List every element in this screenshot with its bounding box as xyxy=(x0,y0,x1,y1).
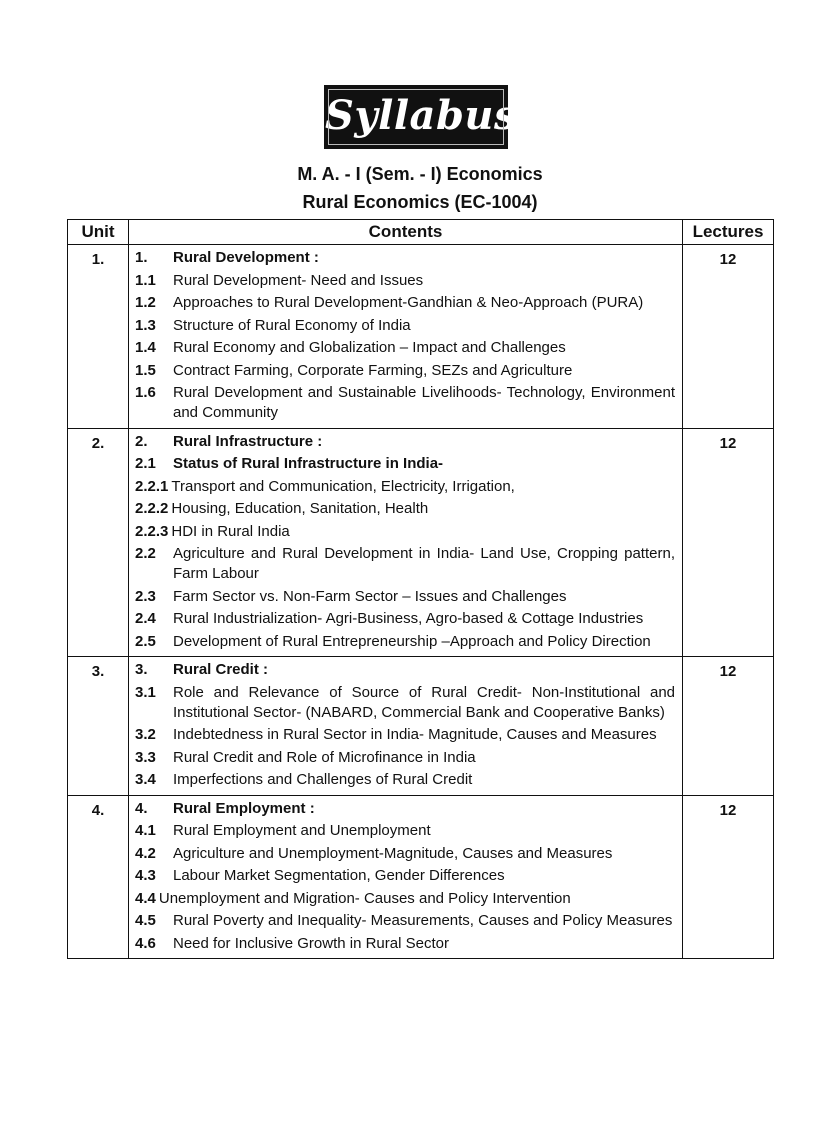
topic-number: 4.2 xyxy=(135,844,156,862)
lecture-count: 12 xyxy=(683,245,774,429)
topic-text: Housing, Education, Sanitation, Health xyxy=(171,500,429,517)
topic-text: Role and Relevance of Source of Rural Credit- Non-Institutional and Institutional Sector- (NABARD, Commercial Bank and Cooperative Banks) xyxy=(173,683,675,721)
topic-item xyxy=(135,770,675,790)
topic-item xyxy=(135,866,675,886)
topic-text: Rural Development- Need and Issues xyxy=(173,271,424,289)
syllabus-banner xyxy=(324,85,518,149)
topic-text: Approaches to Rural Development-Gandhian & Neo-Approach (PURA) xyxy=(173,294,644,311)
topic-text: Labour Market Segmentation, Gender Differences xyxy=(173,867,505,884)
topic-item xyxy=(135,271,675,291)
unit-number: 2. xyxy=(68,428,129,657)
topic-text: Transport and Communication, Electricity, Irrigation, xyxy=(171,477,515,495)
lecture-count: 12 xyxy=(683,657,774,796)
topic-number: 2.2.2 xyxy=(135,500,169,517)
header-lectures: Lectures xyxy=(683,220,774,245)
unit-number: 3. xyxy=(68,657,129,796)
topic-number: 1.1 xyxy=(135,271,156,289)
topic-number: 2.4 xyxy=(135,610,156,627)
syllabus-banner-text: Syllabus xyxy=(325,92,518,139)
table-row xyxy=(68,428,774,657)
topic-number: 3.1 xyxy=(135,683,156,701)
topic-number: 1.5 xyxy=(135,361,156,379)
topic-item xyxy=(135,725,675,745)
topic-item xyxy=(135,683,675,723)
topic-text: Imperfections and Challenges of Rural Credit xyxy=(173,771,473,788)
topic-heading xyxy=(135,248,675,268)
topic-item xyxy=(135,609,675,629)
topic-item xyxy=(135,522,675,542)
topic-number: 1.6 xyxy=(135,384,156,401)
topic-text: Rural Credit and Role of Microfinance in India xyxy=(173,748,476,766)
topic-item xyxy=(135,934,675,954)
topic-text: Rural Industrialization- Agri-Business, Agro-based & Cottage Industries xyxy=(173,610,644,627)
topic-number: 4.5 xyxy=(135,912,156,929)
topic-item xyxy=(135,587,675,607)
topic-text: Rural Poverty and Inequality- Measurements, Causes and Policy Measures xyxy=(173,912,673,929)
topic-item xyxy=(135,632,675,652)
topic-number: 4.6 xyxy=(135,934,156,952)
syllabus-table-body xyxy=(68,245,774,959)
topic-item xyxy=(135,821,675,841)
topic-number: 3. xyxy=(135,661,148,678)
topic-number: 4.3 xyxy=(135,867,156,884)
topic-text: Rural Employment : xyxy=(173,799,315,817)
topic-text: Need for Inclusive Growth in Rural Sector xyxy=(173,934,449,952)
topic-heading xyxy=(135,432,675,452)
topic-text: Rural Infrastructure : xyxy=(173,432,323,450)
topic-number: 2. xyxy=(135,432,148,450)
unit-contents xyxy=(129,428,683,657)
topic-number: 2.1 xyxy=(135,455,156,472)
table-row xyxy=(68,657,774,796)
topic-text: Structure of Rural Economy of India xyxy=(173,316,411,334)
topic-number: 1.4 xyxy=(135,339,156,356)
topic-text: Agriculture and Unemployment-Magnitude, Causes and Measures xyxy=(173,844,613,862)
topic-item xyxy=(135,383,675,423)
topic-item xyxy=(135,293,675,313)
topic-item xyxy=(135,338,675,358)
topic-number: 4. xyxy=(135,799,148,817)
topic-item xyxy=(135,544,675,584)
topic-item xyxy=(135,748,675,768)
topic-text: Agriculture and Rural Development in India- Land Use, Cropping pattern, Farm Labour xyxy=(173,545,675,582)
topic-text: Status of Rural Infrastructure in India- xyxy=(173,455,444,472)
topic-item xyxy=(135,477,675,497)
topic-heading xyxy=(135,660,675,680)
topic-heading xyxy=(135,799,675,819)
unit-number: 1. xyxy=(68,245,129,429)
topic-item xyxy=(135,889,675,909)
lecture-count: 12 xyxy=(683,795,774,959)
topic-number: 2.5 xyxy=(135,632,156,650)
topic-item xyxy=(135,844,675,864)
topic-text: Contract Farming, Corporate Farming, SEZs and Agriculture xyxy=(173,361,573,379)
table-row xyxy=(68,795,774,959)
topic-text: Farm Sector vs. Non-Farm Sector – Issues and Challenges xyxy=(173,587,567,605)
topic-item xyxy=(135,316,675,336)
course-title: M. A. - I (Sem. - I) Economics xyxy=(297,164,543,184)
topic-number: 2.2.1 xyxy=(135,477,169,495)
topic-number: 3.2 xyxy=(135,726,156,743)
topic-text: Indebtedness in Rural Sector in India- Magnitude, Causes and Measures xyxy=(173,726,657,743)
unit-contents xyxy=(129,245,683,429)
topic-text: Rural Credit : xyxy=(173,661,269,678)
unit-number: 4. xyxy=(68,795,129,959)
topic-heading xyxy=(135,454,675,474)
table-header-row xyxy=(68,220,774,245)
topic-text: HDI in Rural India xyxy=(171,522,290,540)
topic-number: 2.2.3 xyxy=(135,522,169,540)
topic-number: 3.3 xyxy=(135,748,156,766)
paper-title: Rural Economics (EC-1004) xyxy=(302,192,538,212)
topic-text: Rural Employment and Unemployment xyxy=(173,822,431,839)
topic-number: 1.3 xyxy=(135,316,156,334)
topic-number: 4.4 xyxy=(135,889,156,907)
header-unit: Unit xyxy=(68,220,129,245)
table-row xyxy=(68,245,774,429)
unit-contents xyxy=(129,795,683,959)
topic-text: Unemployment and Migration- Causes and Policy Intervention xyxy=(158,889,571,907)
topic-number: 4.1 xyxy=(135,822,156,839)
lecture-count: 12 xyxy=(683,428,774,657)
syllabus-table xyxy=(67,219,774,959)
topic-item xyxy=(135,911,675,931)
topic-item xyxy=(135,499,675,519)
topic-number: 2.3 xyxy=(135,587,156,605)
unit-contents xyxy=(129,657,683,796)
topic-number: 1.2 xyxy=(135,294,156,311)
header-contents: Contents xyxy=(129,220,683,245)
topic-text: Rural Economy and Globalization – Impact and Challenges xyxy=(173,339,566,356)
topic-text: Rural Development and Sustainable Livelihoods- Technology, Environment and Community xyxy=(173,384,675,421)
topic-number: 2.2 xyxy=(135,545,156,562)
topic-number: 1. xyxy=(135,249,148,266)
topic-number: 3.4 xyxy=(135,771,156,788)
topic-item xyxy=(135,361,675,381)
topic-text: Rural Development : xyxy=(173,249,319,266)
topic-text: Development of Rural Entrepreneurship –Approach and Policy Direction xyxy=(173,632,651,650)
